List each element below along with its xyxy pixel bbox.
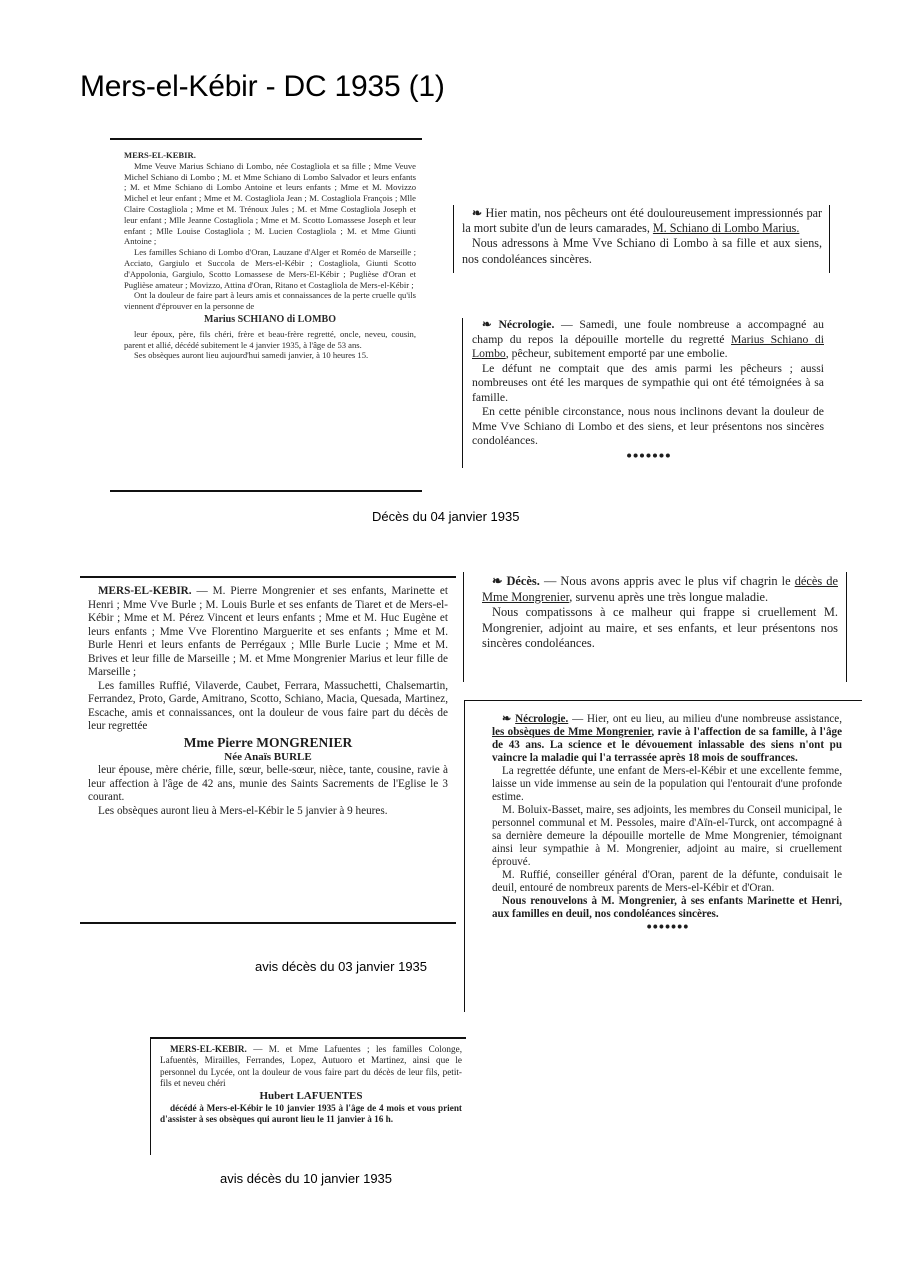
clip5-left-rule: [463, 572, 464, 682]
clip7-lead: MERS-EL-KEBIR.: [170, 1044, 247, 1054]
clip3-mark: ❧: [482, 318, 492, 331]
caption-clip4: avis décès du 03 janvier 1935: [255, 959, 428, 974]
caption-clip7: avis décès du 10 janvier 1935: [220, 1171, 393, 1186]
clip1-body4: leur époux, père, fils chéri, frère et beau-frère regretté, oncle, neveu, cousin, parent et allié, décédé subitement le 4 janvier 1935, à l'âge de 53 ans.: [124, 328, 416, 350]
clip4-top-rule: [80, 576, 456, 578]
clip4-notice: [88, 585, 448, 907]
clip2-notice: [462, 206, 822, 276]
page-title: Mers-el-Kébir - DC 1935 (1): [80, 70, 445, 103]
clip7-top-rule: [150, 1037, 466, 1039]
clip5-name: décès de Mme Mongrenier: [482, 574, 838, 604]
clip6-top-rule: [464, 700, 862, 701]
caption-clip1: Décès du 04 janvier 1935: [372, 509, 520, 524]
clip3-text-d: En cette pénible circonstance, nous nous inclinons devant la douleur de Mme Vve Schiano di Lombo et des siens, et leur présentons nos sincères condoléances.: [472, 405, 824, 447]
clip6-text-a: — Hier, ont eu lieu, au milieu d'une nombreuse assistance,: [568, 713, 842, 725]
clip1-name: Marius SCHIANO di LOMBO: [204, 313, 336, 325]
clip2-name: M. Schiano di Lombo Marius.: [652, 221, 800, 236]
clip5-text-c: Nous compatissons à ce malheur qui frappe si cruellement M. Mongrenier, adjoint au maire, et ses enfants, et leur présentons nos sincères condoléances.: [482, 605, 838, 651]
clip4-text-b: Les familles Ruffié, Vilaverde, Caubet, Ferrara, Massuchetti, Chalsemartin, Ferrandez, Proto, Garde, Amitrano, Scotto, Schiano, Macia, Quesada, Martinez, Escache, amis et connaissances, ont la douleur de vous faire part du décès de leur regrettée: [88, 679, 448, 732]
clip1-body2: Les familles Schiano di Lombo d'Oran, Lauzane d'Alger et Roméo de Marseille ; Acciato, Gargiulo et Succola de Mers-el-Kébir ; Costagliola, Giunti Scotto d'Appolonia, Gargiulo, Scotto Lomassese de Mers-El-Kébir ; Puglièse d'Oran et Puglièse amateur ; Movizzo, Attina d'Oran, Ritano et Costagliola de Mers-el-Kébir ;: [124, 247, 416, 290]
clip1-heading: MERS-EL-KEBIR.: [124, 150, 196, 160]
clip7-notice: [160, 1044, 462, 1154]
clip3-text-b: , pêcheur, subitement emporté par une embolie.: [505, 347, 728, 360]
clip4-name: Mme Pierre MONGRENIER: [183, 734, 353, 750]
clip3-left-rule: [462, 318, 463, 468]
clip6-text-d: M. Boluix-Basset, maire, ses adjoints, les membres du Conseil municipal, le personnel communal et M. Pessoles, maire d'Aïn-el-Turck, ont accompagné à sa dernière demeure la dépouille mortelle de Mme Mongrenier, témoignant ainsi leur sympathie à M. Mongrenier, adjoint au maire, si cruellement éprouvé.: [492, 804, 842, 868]
clip2-text-a: Hier matin, nos pêcheurs ont été douloureusement impressionnés par la mort subite d'un de leurs camarades,: [462, 206, 822, 236]
clip4-text-c: leur épouse, mère chérie, fille, sœur, belle-sœur, nièce, tante, cousine, ravie à leur affection à l'âge de 42 ans, munie des Saints Sacrements de l'Eglise le 3 courant.: [88, 764, 448, 803]
clip1-body5: Ses obsèques auront lieu aujourd'hui samedi janvier, à 10 heures 15.: [134, 350, 369, 361]
clip2-left-rule: [453, 205, 454, 273]
clip3-notice: [472, 318, 824, 488]
clip1-body: Mme Veuve Marius Schiano di Lombo, née Costagliola et sa fille ; Mme Veuve Michel Schiano di Lombo ; M. et Mme Schiano di Lombo Salvador et leurs enfants ; M. et Mme Schiano di Lombo Antoine et leurs enfants ; Mme et M. Movizzo Michel et leur enfant ; Mme et M. Costagliola Jean ; M. Costagliola François ; Mlle Claire Costagliola ; Mme et M. Trénoux Jules ; M. et Mme Costagliola Joseph et leur enfant ; Mlle Jeanne Costagliola ; Mme et M. Scotto Lomassese Joseph et leur enfant ; Mlle Louise Costagliola ; M. Lucien Costagliola ; M. et Mme Giunti Antoine ;: [124, 160, 416, 247]
clip1-bottom-rule: [110, 490, 422, 492]
clip3-end-ornament: •••••••: [625, 448, 671, 463]
clip6-notice: [492, 713, 842, 991]
clip5-right-rule: [846, 572, 847, 682]
clip3-text-c: Le défunt ne comptait que des amis parmi les pêcheurs ; aussi nombreuses ont été les marques de sympathie qui ont été témoignées à sa famille.: [472, 361, 824, 404]
clip2-mark: ❧: [472, 206, 483, 220]
clip7-text-b: décédé à Mers-el-Kébir le 10 janvier 1935 à l'âge de 4 mois et vous prient d'assister à ses obsèques qui auront lieu le 11 janvier à 16 h.: [160, 1103, 462, 1125]
clip2-text-b: Nous adressons à Mme Vve Schiano di Lombo à sa fille et aux siens, nos condoléances sincères.: [462, 236, 822, 266]
clip6-left-rule: [464, 700, 465, 1012]
clip1-top-rule: [110, 138, 422, 140]
clip6-end-ornament: •••••••: [645, 921, 689, 934]
clip6-lead: Nécrologie.: [515, 713, 569, 725]
clip4-text-d: Les obsèques auront lieu à Mers-el-Kébir le 5 janvier à 9 heures.: [98, 804, 388, 817]
clip3-text-a: — Samedi, une foule nombreuse a accompagné au champ du repos la dépouille mortelle du regretté: [472, 318, 824, 346]
clip3-lead: Nécrologie.: [498, 318, 555, 331]
clip4-maiden: Née Anaïs BURLE: [224, 750, 312, 763]
clip7-name: Hubert LAFUENTES: [259, 1090, 363, 1103]
clip1-notice: [124, 150, 416, 480]
clip5-mark: ❧: [492, 574, 503, 588]
clip3-name: Marius Schiano di Lombo: [472, 332, 824, 360]
clip6-text-e: M. Ruffié, conseiller général d'Oran, parent de la défunte, conduisait le deuil, entouré de nombreux parents de Mers-el-Kébir et d'Oran.: [492, 869, 842, 894]
clip5-notice: [482, 574, 838, 680]
clip5-text-a: — Nous avons appris avec le plus vif chagrin le: [539, 574, 795, 588]
clip7-left-rule: [150, 1037, 151, 1155]
clip4-lead: MERS-EL-KEBIR.: [98, 585, 192, 597]
clip6-text-f: Nous renouvelons à M. Mongrenier, à ses enfants Marinette et Henri, aux familles en deuil, nos condoléances sincères.: [492, 895, 842, 920]
clip4-bottom-rule: [80, 922, 456, 924]
clip6-text-c: La regrettée défunte, une enfant de Mers-el-Kébir et une excellente femme, laisse un vide immense au sein de la population qui l'entourait d'une profonde estime.: [492, 765, 842, 803]
clip2-right-rule: [829, 205, 830, 273]
clip1-body3: Ont la douleur de faire part à leurs amis et connaissances de la perte cruelle qu'ils viennent d'éprouver en la personne de: [124, 290, 416, 312]
clip5-text-b: , survenu après une très longue maladie.: [569, 589, 769, 604]
clip7-text-a: — M. et Mme Lafuentes ; les familles Colonge, Lafuentès, Mirailles, Ferrandes, Lopez, Autuoro et Martinez, ainsi que le personnel du Lycée, ont la douleur de vous faire part du décès de leur fils, petit-fils et neveu chéri: [160, 1044, 462, 1088]
clip6-mark: ❧: [502, 713, 512, 725]
clip6-text-b: , ravie à l'affection de sa famille, à l'âge de 43 ans. La science et le dévouement inlassable des siens n'ont pu vaincre la maladie qui l'a terrassée après 18 mois de souffrances.: [492, 726, 842, 764]
clip4-text-a: — M. Pierre Mongrenier et ses enfants, Marinette et Henri ; Mme Vve Burle ; M. Louis Burle et ses enfants de Tiaret et de Mers-el-Kébir ; Mme et M. Pérez Vincent et leurs enfants ; Mme et M. Huc Eugène et leurs enfants ; Mme Vve Florentino Marguerite et ses enfants ; Mme et M. Burle Henri et leurs enfants de Perrégaux ; Mlle Burle Lucie ; Mme et M. Brives et leur fille de Marseille ; M. et Mme Mongrenier Marius et leur fille de Marseille ;: [88, 585, 448, 678]
clip6-name: les obsèques de Mme Mongrenier: [492, 726, 652, 738]
clip5-lead: Décès.: [506, 574, 540, 588]
